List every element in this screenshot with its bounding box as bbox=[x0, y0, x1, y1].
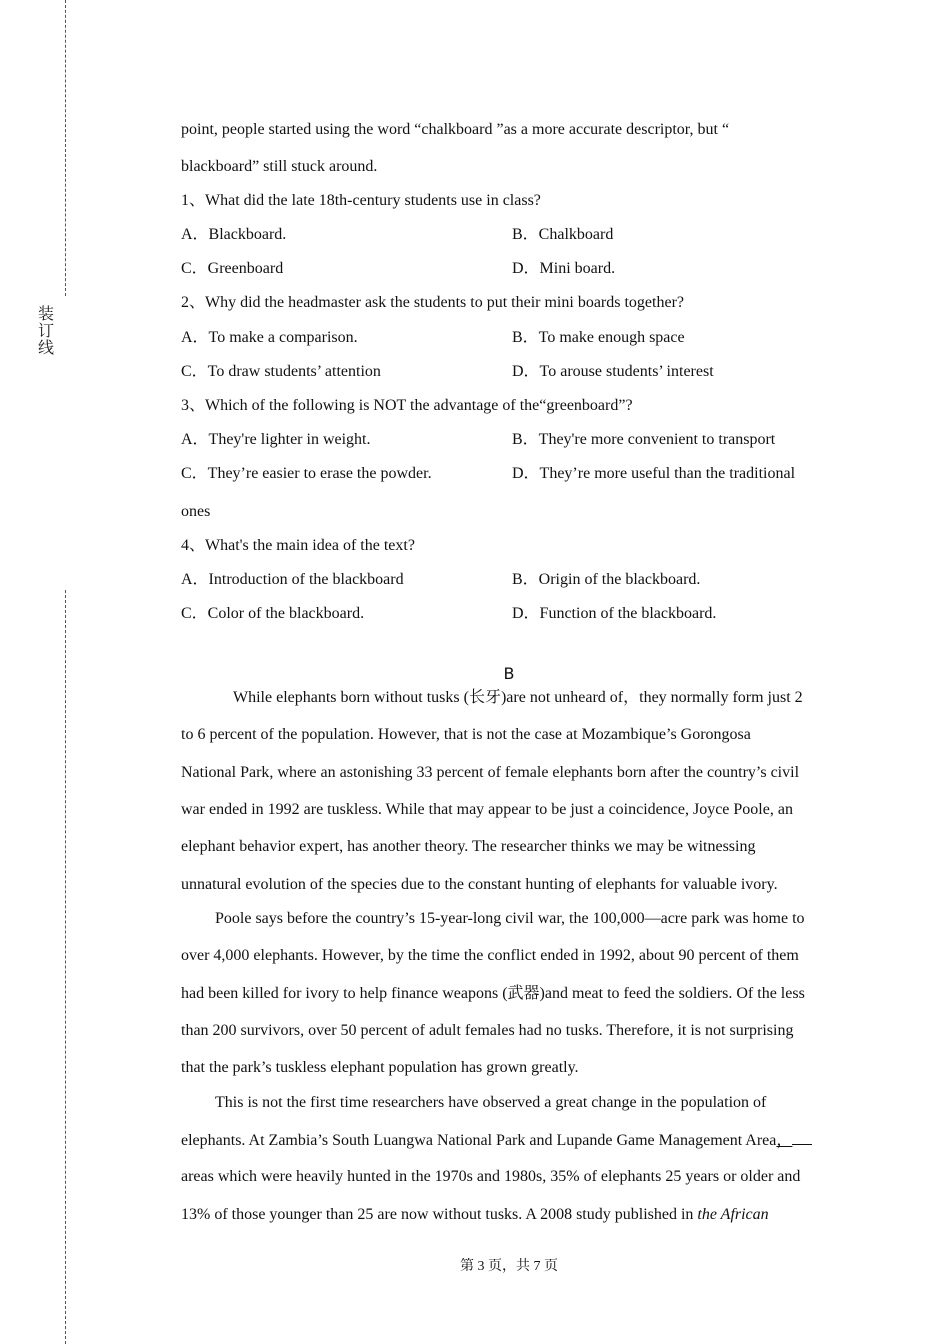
paragraph-line: than 200 survivors, over 50 percent of adult females had no tusks. Therefore, it is not surprising bbox=[181, 1022, 794, 1039]
paragraph-line: areas which were heavily hunted in the 1970s and 1980s, 35% of elephants 25 years or older and bbox=[181, 1168, 801, 1185]
paragraph-line: This is not the first time researchers have observed a great change in the population of bbox=[215, 1094, 767, 1111]
option-c: C．To draw students’ attention bbox=[181, 363, 381, 380]
option-b: B．Chalkboard bbox=[512, 226, 614, 243]
underlined-comma: ， bbox=[776, 1132, 793, 1149]
option-d: D．To arouse students’ interest bbox=[512, 363, 714, 380]
section-title: B bbox=[503, 664, 515, 683]
option-d: D．Function of the blackboard. bbox=[512, 605, 717, 622]
page-footer: 第 3 页，共 7 页 bbox=[460, 1259, 558, 1274]
option-d: D．Mini board. bbox=[512, 260, 616, 277]
paragraph-line: that the park’s tuskless elephant population has grown greatly. bbox=[181, 1059, 579, 1076]
option-b: B．They're more convenient to transport bbox=[512, 431, 776, 448]
binding-label bbox=[37, 305, 55, 356]
option-c: C．They’re easier to erase the powder. bbox=[181, 465, 432, 482]
paragraph-line: had been killed for ivory to help finance weapons (武器)and meat to feed the soldiers. Of the less bbox=[181, 985, 805, 1002]
binding-dashed-line-bottom bbox=[65, 590, 66, 1344]
paragraph-text: 13% of those younger than 25 are now without tusks. A 2008 study published in bbox=[181, 1206, 698, 1223]
option-c: C．Color of the blackboard. bbox=[181, 605, 365, 622]
option-b: B．Origin of the blackboard. bbox=[512, 571, 701, 588]
option-a: A．Introduction of the blackboard bbox=[181, 571, 404, 588]
binding-char: 装 bbox=[37, 304, 54, 323]
paragraph-line: Poole says before the country’s 15-year-long civil war, the 100,000—acre park was home to bbox=[215, 910, 805, 927]
passage-text-line: point, people started using the word “chalkboard ”as a more accurate descriptor, but “ bbox=[181, 121, 730, 138]
blank-underline bbox=[792, 1130, 812, 1145]
journal-title-italic: the African bbox=[697, 1206, 769, 1223]
paragraph-line: While elephants born without tusks (长牙)are not unheard of，they normally form just 2 bbox=[233, 689, 803, 706]
question-stem: 3、Which of the following is NOT the advantage of the“greenboard”? bbox=[181, 397, 633, 414]
option-a: A．To make a comparison. bbox=[181, 329, 358, 346]
option-b: B．To make enough space bbox=[512, 329, 685, 346]
binding-char: 订 bbox=[37, 321, 54, 340]
paragraph-line: elephant behavior expert, has another theory. The researcher thinks we may be witnessing bbox=[181, 838, 756, 855]
paragraph-text: elephants. At Zambia’s South Luangwa National Park and Lupande Game Management Area bbox=[181, 1132, 777, 1149]
option-a: A．They're lighter in weight. bbox=[181, 431, 371, 448]
option-c: C．Greenboard bbox=[181, 260, 284, 277]
option-a: A．Blackboard. bbox=[181, 226, 287, 243]
paragraph-line bbox=[181, 1205, 769, 1225]
question-stem: 1、What did the late 18th-century students use in class? bbox=[181, 192, 541, 209]
paragraph-line: to 6 percent of the population. However, that is not the case at Mozambique’s Gorongosa bbox=[181, 726, 751, 743]
paragraph-line: over 4,000 elephants. However, by the time the conflict ended in 1992, about 90 percent of them bbox=[181, 947, 799, 964]
paragraph-line: National Park, where an astonishing 33 percent of female elephants born after the country’s civil bbox=[181, 764, 800, 781]
option-d: D．They’re more useful than the traditional bbox=[512, 465, 796, 482]
option-continuation: ones bbox=[181, 503, 211, 520]
passage-text-line: blackboard” still stuck around. bbox=[181, 158, 378, 175]
binding-char: 线 bbox=[37, 338, 54, 357]
paragraph-line: war ended in 1992 are tuskless. While that may appear to be just a coincidence, Joyce Poole, an bbox=[181, 801, 793, 818]
question-stem: 4、What's the main idea of the text? bbox=[181, 537, 415, 554]
paragraph-line: unnatural evolution of the species due to the constant hunting of elephants for valuable ivory. bbox=[181, 876, 778, 893]
question-stem: 2、Why did the headmaster ask the students to put their mini boards together? bbox=[181, 294, 684, 311]
binding-dashed-line-top bbox=[65, 0, 66, 296]
paragraph-line bbox=[181, 1130, 812, 1151]
